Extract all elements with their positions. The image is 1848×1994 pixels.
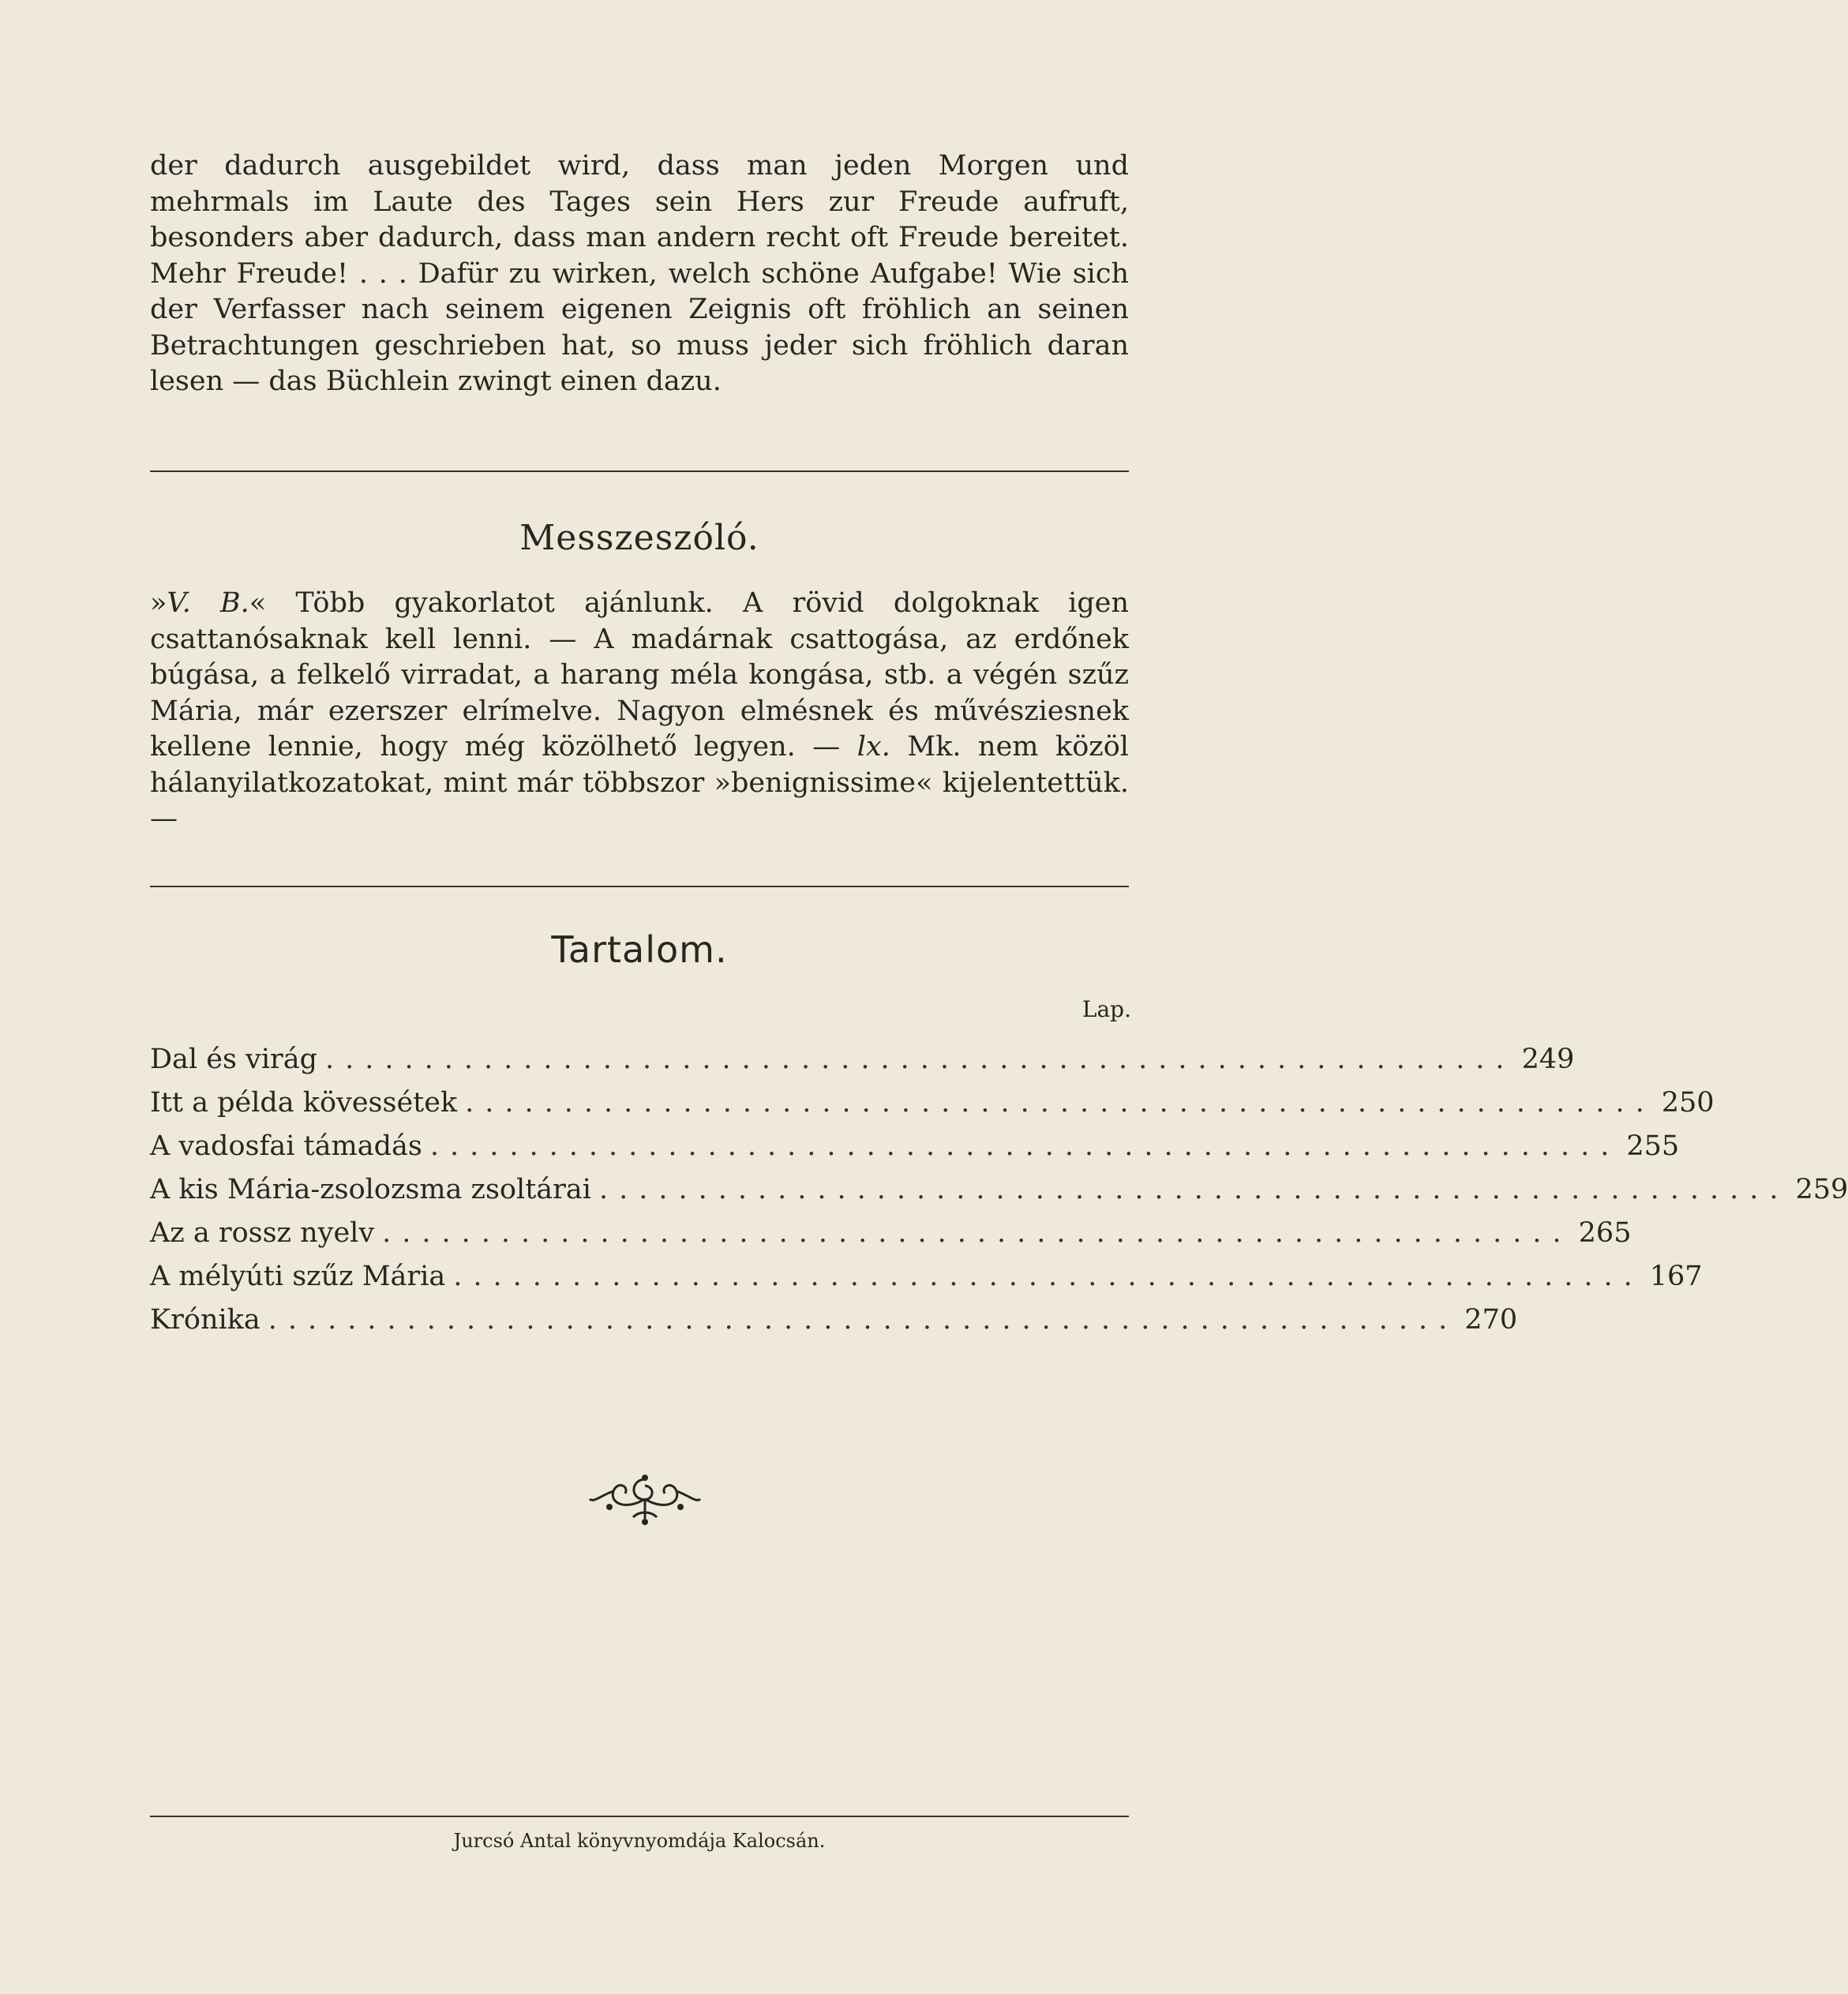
signature-lx: lx. [857, 731, 890, 763]
toc-entry-title: A kis Mária-zsolozsma zsoltárai [150, 1174, 591, 1205]
toc-entry-page: 250 [1661, 1087, 1715, 1119]
toc-entry [150, 1261, 1703, 1304]
section-divider [150, 886, 1129, 887]
quote-open: » [150, 587, 167, 619]
toc-leader-dots: ............................................................ [268, 1304, 1459, 1336]
section-heading-messzeszolo: Messzeszóló. [519, 518, 759, 558]
toc-entry-title: A vadosfai támadás [150, 1130, 422, 1162]
toc-entry-page: 259 [1795, 1174, 1848, 1205]
intro-paragraph [150, 148, 1129, 400]
messzeszolo-text [150, 586, 1129, 838]
toc-entry-title: Dal és virág [150, 1044, 318, 1075]
quote-close: « [249, 587, 267, 619]
toc-entry-page: 167 [1649, 1261, 1703, 1292]
table-of-contents [150, 1044, 1848, 1347]
messzeszolo-paragraph [150, 586, 1129, 838]
toc-entry [150, 1217, 1632, 1261]
toc-entry [150, 1087, 1715, 1130]
toc-entry-page: 265 [1578, 1217, 1632, 1249]
toc-entry [150, 1304, 1518, 1347]
signature-vb: V. B. [167, 587, 249, 619]
toc-entry-title: Krónika [150, 1304, 261, 1336]
intro-text: der dadurch ausgebildet wird, dass man jeden Morgen und mehrmals im Laute des Tages sein Hers zur Freude aufruft, besonders aber dadurch, dass man andern recht oft Freude bereitet. Mehr Freude! . . . Dafür zu wirken, welch schöne Aufgabe! Wie sich der Verfasser nach seinem eigenen Zeignis oft fröhlich an seinen Betrachtungen geschrieben hat, so muss jeder sich fröhlich daran lesen — das Büchlein zwingt einen dazu. [150, 150, 1129, 397]
toc-entry-page: 249 [1521, 1044, 1575, 1075]
toc-entry-title: A mélyúti szűz Mária [150, 1261, 446, 1292]
toc-leader-dots: ............................................................ [453, 1261, 1644, 1292]
section-divider [150, 470, 1129, 472]
messzeszolo-text-part1: Több gyakorlatot ajánlunk. A rövid dolgoknak igen csattanósaknak kell lenni. — A madárnak csattogása, az erdőnek búgása, a felkelő virradat, a harang méla kongása, stb. a végén szűz Mária, már ezerszer elrímelve. Nagyon elmésnek és művésziesnek kellene lennie, hogy még közölhető legyen. — [150, 587, 1129, 763]
toc-leader-dots: ............................................................ [382, 1217, 1572, 1249]
toc-leader-dots: ............................................................ [325, 1044, 1516, 1075]
toc-entry [150, 1044, 1575, 1087]
toc-entry [150, 1130, 1680, 1174]
messzeszolo-text-part2: Mk. nem közöl hálanyilatkozatokat, mint már többszor »benignissime« kijelentettük. — [150, 731, 1129, 834]
page-column-label: Lap. [1081, 996, 1131, 1022]
toc-entry-page: 255 [1626, 1130, 1680, 1162]
footer-divider [150, 1816, 1129, 1817]
toc-entry-page: 270 [1464, 1304, 1518, 1336]
toc-entry-title: Itt a példa kövessétek [150, 1087, 458, 1119]
toc-entry-title: Az a rossz nyelv [150, 1217, 375, 1249]
printer-imprint: Jurcsó Antal könyvnyomdája Kalocsán. [453, 1830, 826, 1852]
toc-leader-dots: ............................................................ [429, 1130, 1621, 1162]
section-heading-tartalom: Tartalom. [551, 928, 728, 971]
toc-leader-dots: ............................................................ [465, 1087, 1655, 1119]
ornament-icon [586, 1471, 704, 1527]
toc-entry [150, 1174, 1848, 1217]
toc-leader-dots: ............................................................ [598, 1174, 1790, 1205]
